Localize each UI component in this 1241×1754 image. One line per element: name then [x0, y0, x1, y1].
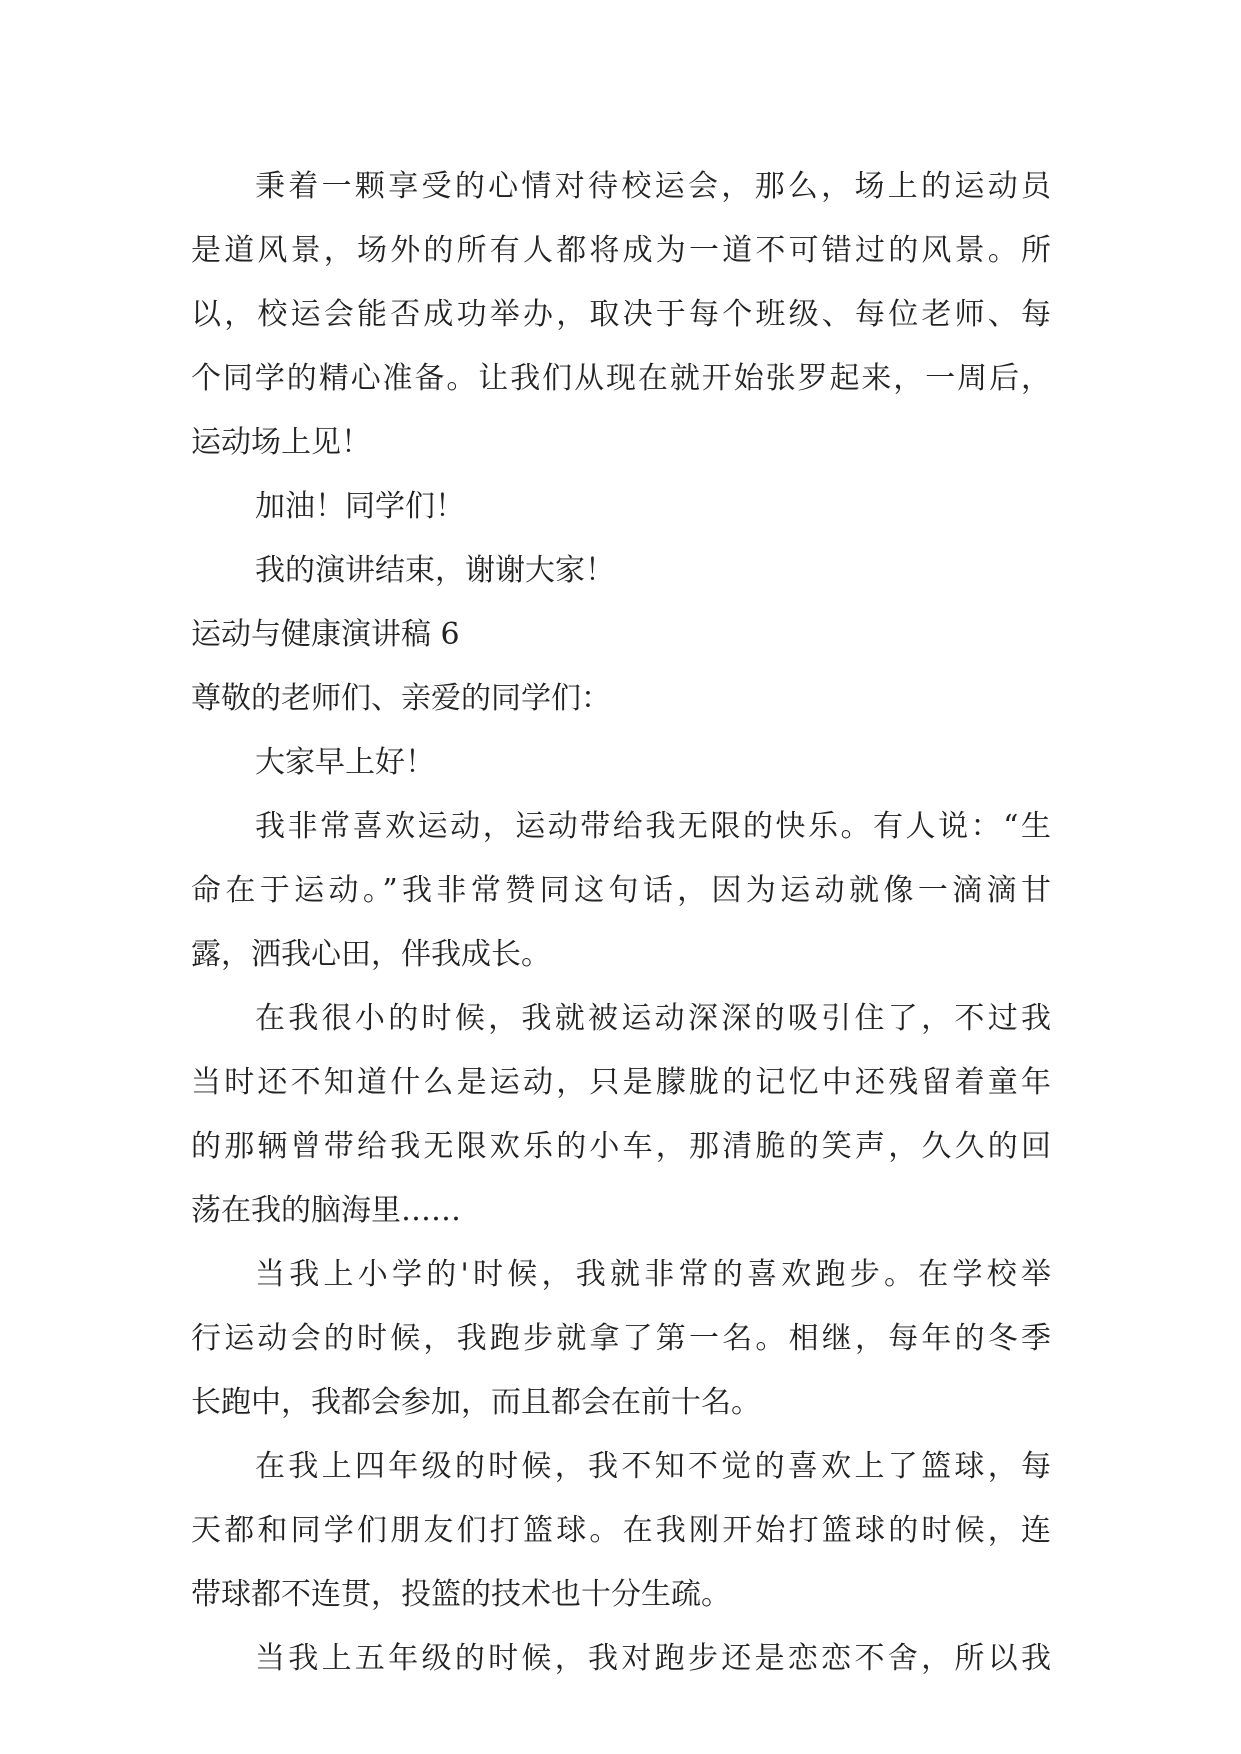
paragraph [191, 1435, 1051, 1627]
document-body [191, 155, 1051, 1691]
paragraph [191, 155, 1051, 475]
text-line: 当时还不知道什么是运动，只是朦胧的记忆中还残留着童年 [191, 1065, 1051, 1100]
paragraph [191, 987, 1051, 1243]
text-line: 天都和同学们朋友们打篮球。在我刚开始打篮球的时候，连 [191, 1513, 1051, 1548]
section-title: 运动与健康演讲稿 6 [191, 617, 460, 652]
paragraph [191, 795, 1051, 987]
text-line: 荡在我的脑海里…… [191, 1193, 461, 1228]
paragraph [191, 475, 1051, 539]
text-line: 带球都不连贯，投篮的技术也十分生疏。 [191, 1577, 731, 1612]
text-line: 运动场上见！ [191, 425, 371, 460]
text-line: 我非常喜欢运动，运动带给我无限的快乐。有人说：“生 [255, 809, 1051, 844]
text-line: 行运动会的时候，我跑步就拿了第一名。相继，每年的冬季 [191, 1321, 1051, 1356]
text-line: 当我上小学的'时候，我就非常的喜欢跑步。在学校举 [255, 1257, 1051, 1292]
text-line: 露，洒我心田，伴我成长。 [191, 937, 551, 972]
text-line: 在我上四年级的时候，我不知不觉的喜欢上了篮球，每 [255, 1449, 1051, 1484]
paragraph [191, 539, 1051, 603]
text-line: 的那辆曾带给我无限欢乐的小车，那清脆的笑声，久久的回 [191, 1129, 1051, 1164]
greeting: 大家早上好！ [255, 745, 435, 780]
text-line: 秉着一颗享受的心情对待校运会，那么，场上的运动员 [255, 169, 1051, 204]
text-line: 是道风景，场外的所有人都将成为一道不可错过的风景。所 [191, 233, 1051, 268]
text-line: 在我很小的时候，我就被运动深深的吸引住了，不过我 [255, 1001, 1051, 1036]
salutation: 尊敬的老师们、亲爱的同学们： [191, 681, 611, 716]
text-line: 长跑中，我都会参加，而且都会在前十名。 [191, 1385, 761, 1420]
paragraph [191, 1243, 1051, 1435]
text-line: 当我上五年级的时候，我对跑步还是恋恋不舍，所以我 [255, 1641, 1051, 1676]
text-line: 个同学的精心准备。让我们从现在就开始张罗起来，一周后， [191, 361, 1051, 396]
text-line: 加油！同学们！ [255, 489, 465, 524]
text-line: 命在于运动。”我非常赞同这句话，因为运动就像一滴滴甘 [191, 873, 1051, 908]
text-line: 以，校运会能否成功举办，取决于每个班级、每位老师、每 [191, 297, 1051, 332]
paragraph [191, 1627, 1051, 1691]
text-line: 我的演讲结束，谢谢大家！ [255, 553, 615, 588]
